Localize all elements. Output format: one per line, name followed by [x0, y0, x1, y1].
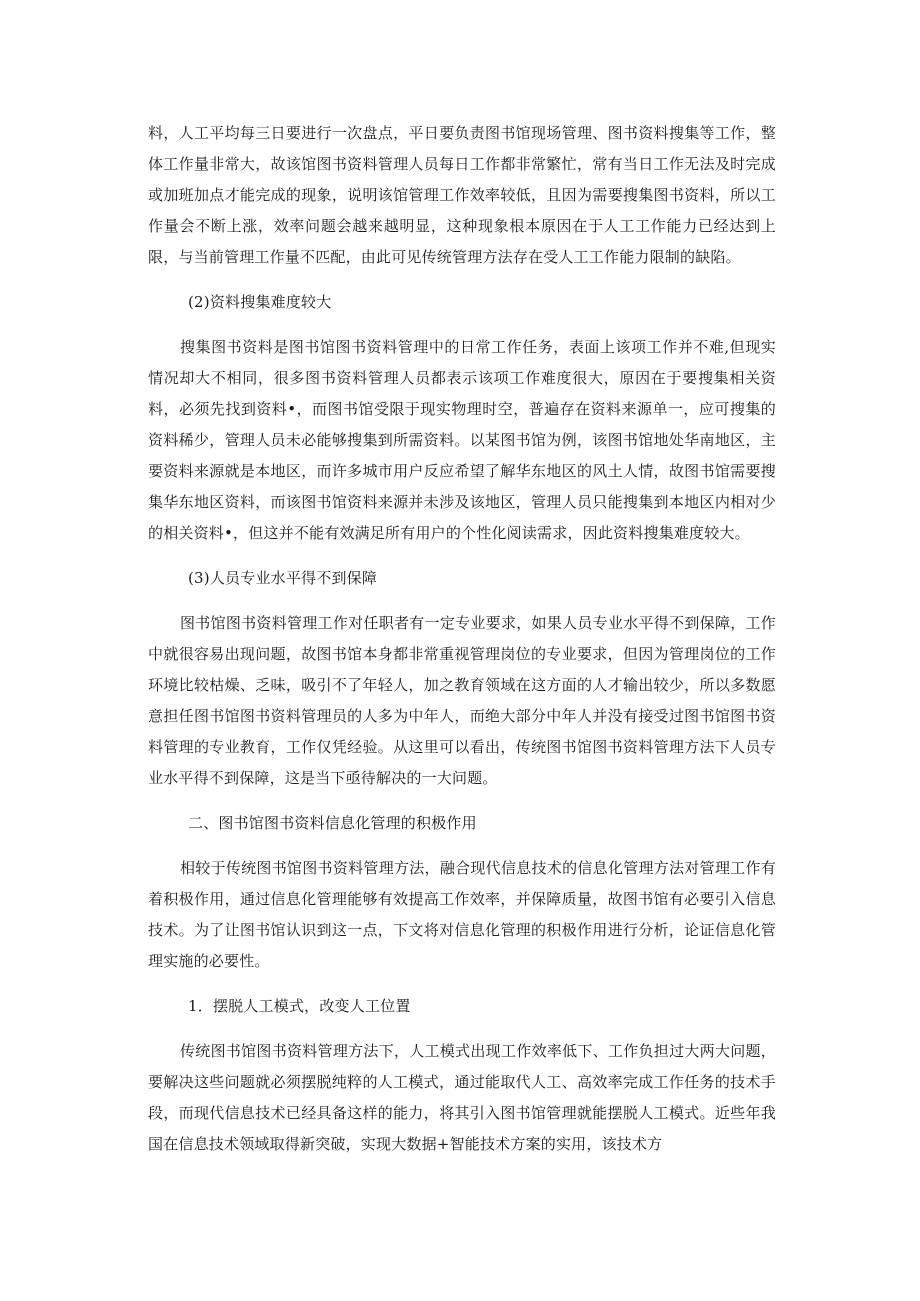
paragraph-work-efficiency: 料，人工平均每三日要进行一次盘点，平日要负责图书馆现场管理、图书资料搜集等工作，整体工作量非常大，故该馆图书资料管理人员每日工作都非常繁忙，常有当日工作无法及时完成或加班加点才能完成的现象，说明该馆管理工作效率较低，且因为需要搜集图书资料，所以工作量会不断上涨，效率问题会越来越明显，这种现象根本原因在于人工工作能力已经达到上限，与当前管理工作量不匹配，由此可见传统管理方法存在受人工工作能力限制的缺陷。 [148, 124, 776, 266]
paragraph-escape-manual-mode: 传统图书馆图书资料管理方法下，人工模式出现工作效率低下、工作负担过大两大问题，要解决这些问题就必须摆脱纯粹的人工模式，通过能取代人工、高效率完成工作任务的技术手段，而现代信息技术已经具备这样的能力，将其引入图书馆管理就能摆脱人工模式。近些年我国在信息技术领域取得新突破，实现大数据+智能技术方案的实用，该技术方 [148, 1042, 776, 1153]
document-body [148, 118, 776, 1160]
heading-section-two: 二、图书馆图书资料信息化管理的积极作用 [188, 814, 477, 832]
heading-escape-manual-mode: 1．摆脱人工模式，改变人工位置 [188, 997, 411, 1015]
heading-collection-difficulty: (2)资料搜集难度较大 [188, 293, 332, 311]
paragraph-collection-difficulty: 搜集图书资料是图书馆图书资料管理中的日常工作任务，表面上该项工作并不难,但现实情况却大不相同，很多图书资料管理人员都表示该项工作难度很大，原因在于要搜集相关资料，必须先找到资料•，而图书馆受限于现实物理时空，普遍存在资料来源单一，应可搜集的资料稀少，管理人员未必能够搜集到所需资料。以某图书馆为例，该图书馆地处华南地区，主要资料来源就是本地区，而许多城市用户反应希望了解华东地区的风土人情，故图书馆需要搜集华东地区资料，而该图书馆资料来源并未涉及该地区，管理人员只能搜集到本地区内相对少的相关资料•，但这并不能有效满足所有用户的个性化阅读需求，因此资料搜集难度较大。 [148, 338, 776, 542]
paragraph-staff-professionalism: 图书馆图书资料管理工作对任职者有一定专业要求，如果人员专业水平得不到保障，工作中就很容易出现问题，故图书馆本身都非常重视管理岗位的专业要求，但因为管理岗位的工作环境比较枯燥、乏味，吸引不了年轻人，加之教育领域在这方面的人才输出较少，所以多数愿意担任图书馆图书资料管理员的人多为中年人，而绝大部分中年人并没有接受过图书馆图书资料管理的专业教育，工作仅凭经验。从这里可以看出，传统图书馆图书资料管理方法下人员专业水平得不到保障，这是当下亟待解决的一大问题。 [148, 614, 776, 787]
paragraph-informatization-benefits: 相较于传统图书馆图书资料管理方法，融合现代信息技术的信息化管理方法对管理工作有着积极作用，通过信息化管理能够有效提高工作效率，并保障质量，故图书馆有必要引入信息技术。为了让图书馆认识到这一点，下文将对信息化管理的积极作用进行分析，论证信息化管理实施的必要性。 [148, 859, 776, 970]
heading-staff-professionalism: (3)人员专业水平得不到保障 [188, 569, 378, 587]
